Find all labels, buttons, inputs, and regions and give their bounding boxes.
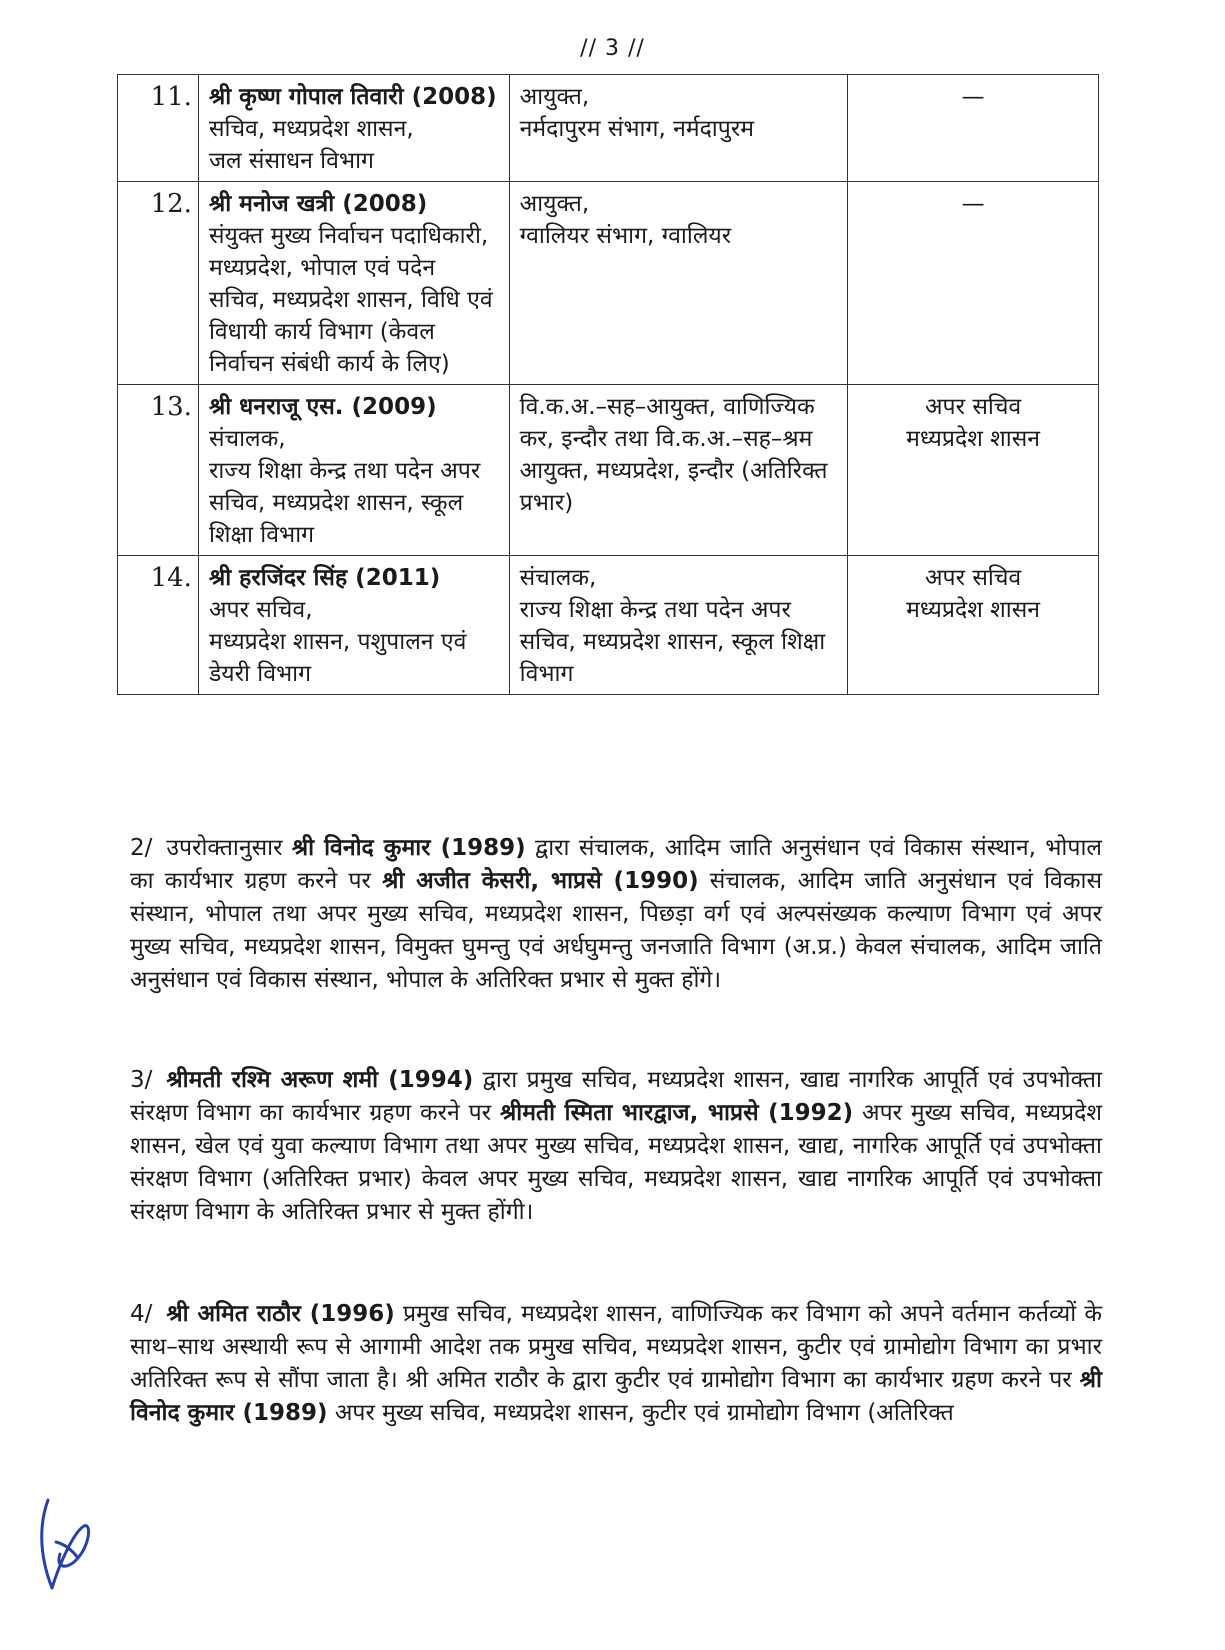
officer-name-inline: श्री विनोद कुमार (1989) xyxy=(130,1367,1102,1426)
new-posting: ग्वालियर संभाग, ग्वालियर xyxy=(519,223,732,249)
officer-cell xyxy=(198,556,509,695)
paragraph-text: प्रमुख सचिव, मध्यप्रदेश शासन, वाणिज्यिक कर विभाग को अपने वर्तमान कर्तव्यों के साथ–साथ अस्थायी रूप से आगामी आदेश तक प्रमुख सचिव, मध्यप्रदेश शासन, कुटीर एवं ग्रामोद्योग विभाग का प्रभार अतिरिक्त रूप से सौंपा जाता है। श्री अमित राठौर के द्वारा कुटीर एवं ग्रामोद्योग विभाग का कार्यभार ग्रहण करने पर xyxy=(130,1301,1102,1393)
new-posting: संचालक, xyxy=(519,565,597,591)
new-posting-cell xyxy=(509,556,848,695)
paragraph-number: 4/ xyxy=(130,1301,153,1327)
table-row xyxy=(118,182,1099,385)
paragraph-text: द्वारा प्रमुख सचिव, मध्यप्रदेश शासन, खाद्य नागरिक आपूर्ति एवं उपभोक्ता संरक्षण विभाग का कार्यभार ग्रहण करने पर xyxy=(130,1067,1102,1126)
row-number: 11. xyxy=(118,75,199,182)
officer-name: श्री धनराजू एस. (2009) xyxy=(208,394,437,420)
officer-cell xyxy=(198,75,509,182)
remark-text: अपर सचिव xyxy=(924,565,1022,591)
signature-mark xyxy=(34,1492,94,1602)
remark-text: अपर सचिव xyxy=(924,394,1022,420)
officer-name-inline: श्री विनोद कुमार (1989) xyxy=(291,835,526,861)
officer-name-inline: श्री अजीत केसरी, भाप्रसे (1990) xyxy=(382,868,699,894)
paragraph-text: द्वारा संचालक, आदिम जाति अनुसंधान एवं विकास संस्थान, भोपाल का कार्यभार ग्रहण करने पर xyxy=(130,835,1102,894)
table-row xyxy=(118,556,1099,695)
remark-text: — xyxy=(961,84,985,110)
remark-text: — xyxy=(961,191,985,217)
remark-text: मध्यप्रदेश शासन xyxy=(906,597,1041,623)
new-posting: वि.क.अ.–सह–आयुक्त, वाणिज्यिक कर, इन्दौर तथा वि.क.अ.–सह–श्रम आयुक्त, मध्यप्रदेश, इन्दौर (अतिरिक्त प्रभार) xyxy=(519,394,828,516)
new-posting: नर्मदापुरम संभाग, नर्मदापुरम xyxy=(519,116,754,142)
row-number: 14. xyxy=(118,556,199,695)
remark-cell xyxy=(848,75,1099,182)
officer-name: श्री मनोज खत्री (2008) xyxy=(208,191,428,217)
officer-current-post: राज्य शिक्षा केन्द्र तथा पदेन अपर सचिव, मध्यप्रदेश शासन, स्कूल शिक्षा विभाग xyxy=(208,458,481,548)
new-posting-cell xyxy=(509,182,848,385)
officer-name-inline: श्री अमित राठौर (1996) xyxy=(166,1301,395,1327)
row-number: 13. xyxy=(118,385,199,556)
remark-cell xyxy=(848,385,1099,556)
officer-current-post: संचालक, xyxy=(208,426,286,452)
officer-current-post: जल संसाधन विभाग xyxy=(208,148,375,174)
paragraph-3 xyxy=(130,1064,1102,1229)
officer-cell xyxy=(198,182,509,385)
new-posting: आयुक्त, xyxy=(519,84,590,110)
officer-name-inline: श्रीमती स्मिता भारद्वाज, भाप्रसे (1992) xyxy=(499,1100,854,1126)
officer-name: श्री हरजिंदर सिंह (2011) xyxy=(208,565,441,591)
remark-cell xyxy=(848,556,1099,695)
paragraph-text: अपर मुख्य सचिव, मध्यप्रदेश शासन, खेल एवं युवा कल्याण विभाग तथा अपर मुख्य सचिव, मध्यप्रदेश शासन, खाद्य, नागरिक आपूर्ति एवं उपभोक्ता संरक्षण विभाग (अतिरिक्त प्रभार) केवल अपर मुख्य सचिव, मध्यप्रदेश शासन, खाद्य नागरिक आपूर्ति एवं उपभोक्ता संरक्षण विभाग के अतिरिक्त प्रभार से मुक्त होंगी। xyxy=(130,1100,1102,1225)
transfer-table xyxy=(117,74,1099,695)
new-posting-cell xyxy=(509,385,848,556)
paragraph-text: संचालक, आदिम जाति अनुसंधान एवं विकास संस्थान, भोपाल तथा अपर मुख्य सचिव, मध्यप्रदेश शासन, पिछड़ा वर्ग एवं अल्पसंख्यक कल्याण विभाग एवं अपर मुख्य सचिव, मध्यप्रदेश शासन, विमुक्त घुमन्तु एवं अर्धघुमन्तु जनजाति विभाग (अ.प्र.) केवल संचालक, आदिम जाति अनुसंधान एवं विकास संस्थान, भोपाल के अतिरिक्त प्रभार से मुक्त होंगे। xyxy=(130,868,1102,993)
officer-current-post: मध्यप्रदेश शासन, पशुपालन एवं डेयरी विभाग xyxy=(208,629,467,687)
new-posting: आयुक्त, xyxy=(519,191,590,217)
paragraph-4 xyxy=(130,1298,1102,1430)
row-number: 12. xyxy=(118,182,199,385)
remark-cell xyxy=(848,182,1099,385)
paragraph-text: अपर मुख्य सचिव, मध्यप्रदेश शासन, कुटीर एवं ग्रामोद्योग विभाग (अतिरिक्त xyxy=(327,1400,954,1426)
page-number: // 3 // xyxy=(580,36,645,61)
paragraph-2 xyxy=(130,832,1102,997)
officer-name-inline: श्रीमती रश्मि अरूण शमी (1994) xyxy=(166,1067,474,1093)
table-row xyxy=(118,385,1099,556)
new-posting-cell xyxy=(509,75,848,182)
officer-current-post: संयुक्त मुख्य निर्वाचन पदाधिकारी, मध्यप्रदेश, भोपाल एवं पदेन सचिव, मध्यप्रदेश शासन, विधि एवं विधायी कार्य विभाग (केवल निर्वाचन संबंधी कार्य के लिए) xyxy=(208,223,493,377)
officer-cell xyxy=(198,385,509,556)
new-posting: राज्य शिक्षा केन्द्र तथा पदेन अपर सचिव, मध्यप्रदेश शासन, स्कूल शिक्षा विभाग xyxy=(519,597,826,687)
table-row xyxy=(118,75,1099,182)
paragraph-number: 2/ xyxy=(130,835,153,861)
officer-name: श्री कृष्ण गोपाल तिवारी (2008) xyxy=(208,84,497,110)
paragraph-text: उपरोक्तानुसार xyxy=(166,835,292,861)
paragraph-number: 3/ xyxy=(130,1067,153,1093)
officer-current-post: सचिव, मध्यप्रदेश शासन, xyxy=(208,116,414,142)
remark-text: मध्यप्रदेश शासन xyxy=(906,426,1041,452)
officer-current-post: अपर सचिव, xyxy=(208,597,313,623)
